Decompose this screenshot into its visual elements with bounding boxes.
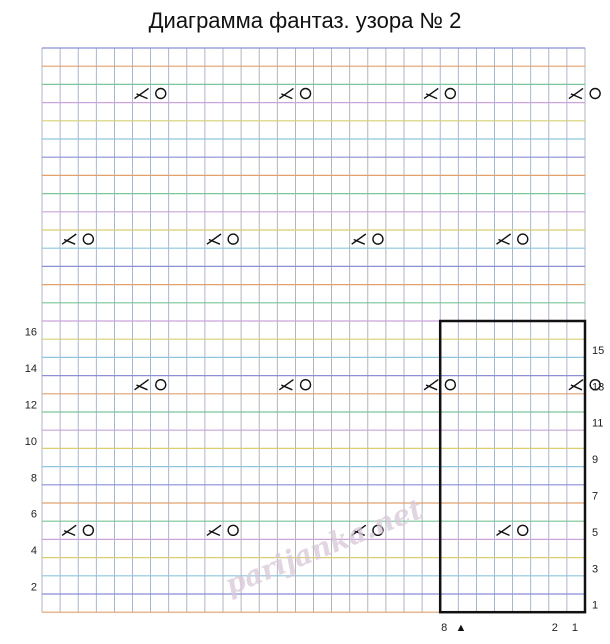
row-label: 1 <box>592 599 599 612</box>
decrease-icon <box>569 88 583 98</box>
watermark: parijanka.net <box>220 492 428 602</box>
stitch-symbol <box>279 380 310 390</box>
decrease-icon <box>135 88 149 98</box>
yarn-over-icon <box>518 234 528 244</box>
stitch-label: 2 <box>551 622 558 634</box>
stitch-symbol <box>207 525 238 535</box>
right-row-labels <box>592 345 604 612</box>
row-label: 4 <box>30 545 37 558</box>
decrease-icon <box>279 88 293 98</box>
stitch-label: 1 <box>571 622 578 634</box>
stitch-symbol <box>352 234 383 244</box>
stitch-symbol <box>497 234 528 244</box>
yarn-over-icon <box>228 234 238 244</box>
stitch-symbol <box>497 525 528 535</box>
decrease-icon <box>207 525 221 535</box>
row-label: 7 <box>592 490 599 503</box>
stitch-symbol <box>62 525 93 535</box>
decrease-icon <box>207 234 221 244</box>
stitch-label: 8 <box>441 622 448 634</box>
decrease-icon <box>135 380 149 390</box>
decrease-icon <box>62 525 76 535</box>
yarn-over-icon <box>518 525 528 535</box>
stitch-symbol <box>135 88 166 98</box>
diagram-title: Диаграмма фантаз. узора № 2 <box>148 8 462 33</box>
row-label: 2 <box>30 581 37 594</box>
row-label: 9 <box>592 454 599 467</box>
stitch-symbol <box>62 234 93 244</box>
decrease-icon <box>62 234 76 244</box>
row-label: 5 <box>592 526 599 539</box>
row-label: 14 <box>24 363 37 376</box>
yarn-over-icon <box>156 380 166 390</box>
row-label: 12 <box>24 399 37 412</box>
left-row-labels <box>25 327 37 594</box>
yarn-over-icon <box>301 380 311 390</box>
yarn-over-icon <box>590 89 600 99</box>
decrease-icon <box>279 380 293 390</box>
decrease-icon <box>424 380 438 390</box>
row-label: 13 <box>592 381 605 394</box>
stitch-symbols <box>62 88 600 535</box>
decrease-icon <box>569 380 583 390</box>
stitch-symbol <box>424 88 455 98</box>
decrease-icon <box>497 525 511 535</box>
stitch-symbol <box>135 380 166 390</box>
decrease-icon <box>352 234 366 244</box>
row-label: 10 <box>24 435 37 448</box>
yarn-over-icon <box>373 234 383 244</box>
decrease-icon <box>497 234 511 244</box>
row-label: 6 <box>30 508 37 521</box>
yarn-over-icon <box>83 525 93 535</box>
yarn-over-icon <box>445 380 455 390</box>
yarn-over-icon <box>156 89 166 99</box>
row-label: 3 <box>592 563 599 576</box>
grid-lines <box>42 48 585 612</box>
yarn-over-icon <box>83 234 93 244</box>
row-label: 16 <box>24 326 37 339</box>
yarn-over-icon <box>301 89 311 99</box>
stitch-symbol <box>569 88 600 98</box>
stitch-symbol <box>207 234 238 244</box>
row-label: 11 <box>592 417 604 430</box>
yarn-over-icon <box>445 89 455 99</box>
row-label: 15 <box>592 344 605 357</box>
row-label: 8 <box>30 472 37 485</box>
start-arrow: ▲ <box>455 622 467 634</box>
stitch-symbol <box>279 88 310 98</box>
decrease-icon <box>424 88 438 98</box>
yarn-over-icon <box>228 525 238 535</box>
